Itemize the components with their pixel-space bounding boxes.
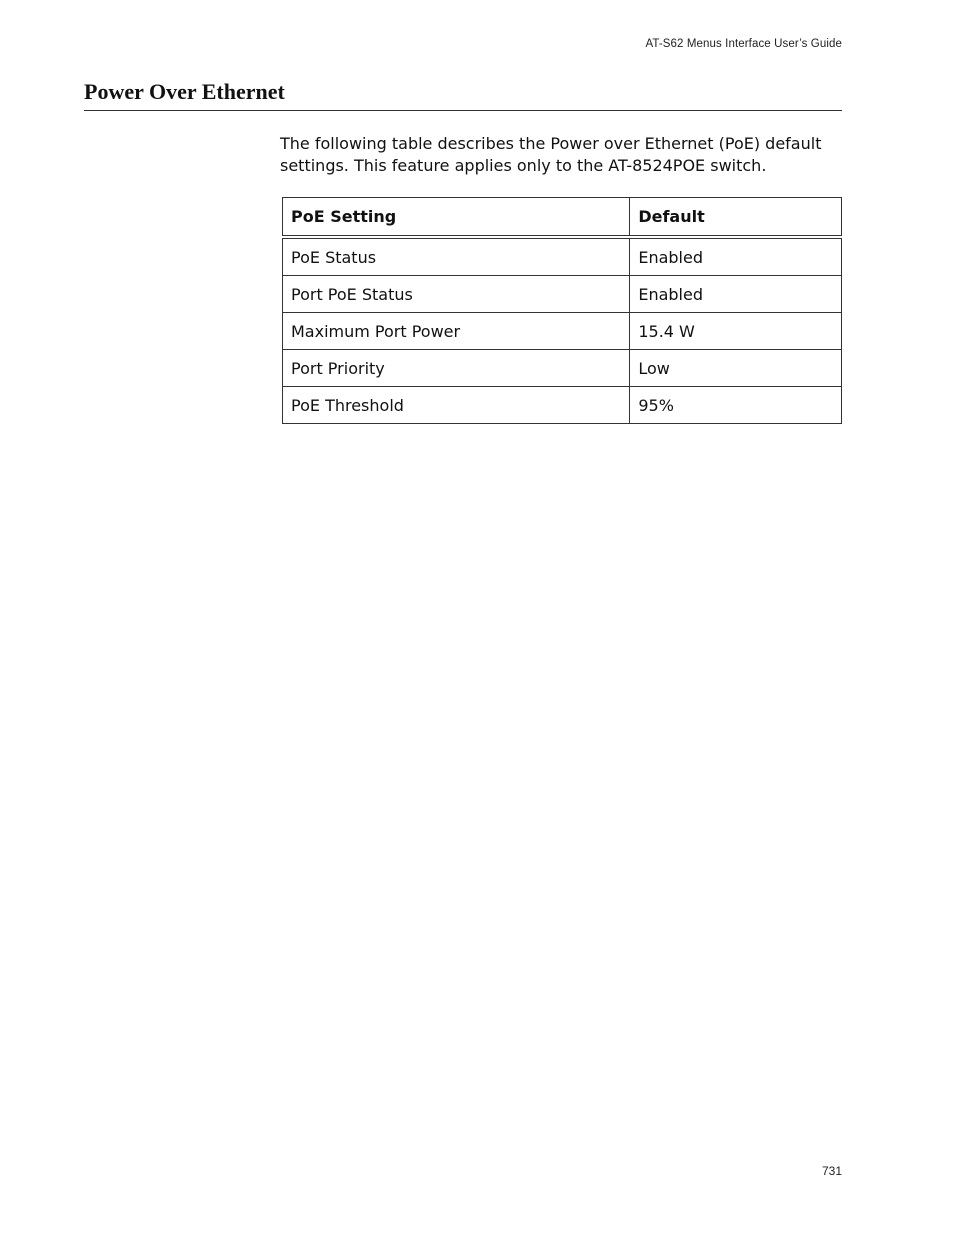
running-header: AT-S62 Menus Interface User’s Guide xyxy=(645,38,842,50)
default-cell: Enabled xyxy=(630,237,842,276)
page-number: 731 xyxy=(821,1164,842,1178)
default-cell: Enabled xyxy=(630,276,842,313)
setting-cell: Maximum Port Power xyxy=(283,313,630,350)
default-cell: 95% xyxy=(630,387,842,424)
poe-defaults-table xyxy=(282,197,842,424)
table-row xyxy=(283,350,842,387)
column-header-default: Default xyxy=(630,198,842,238)
table-row xyxy=(283,237,842,276)
column-header-setting: PoE Setting xyxy=(283,198,630,238)
default-cell: Low xyxy=(630,350,842,387)
default-cell: 15.4 W xyxy=(630,313,842,350)
table-header-row xyxy=(283,198,842,238)
table-row xyxy=(283,276,842,313)
setting-cell: Port Priority xyxy=(283,350,630,387)
setting-cell: Port PoE Status xyxy=(283,276,630,313)
title-divider xyxy=(84,110,842,111)
table-row xyxy=(283,313,842,350)
section-title: Power Over Ethernet xyxy=(84,79,285,104)
setting-cell: PoE Status xyxy=(283,237,630,276)
intro-paragraph: The following table describes the Power over Ethernet (PoE) default settings. This feature applies only to the AT-8524POE switch. xyxy=(280,134,822,175)
setting-cell: PoE Threshold xyxy=(283,387,630,424)
table-row xyxy=(283,387,842,424)
